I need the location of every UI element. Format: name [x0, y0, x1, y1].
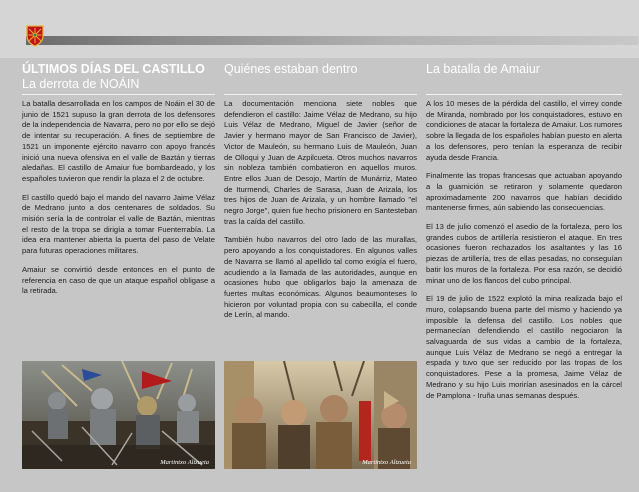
column-battle: [426, 62, 622, 401]
defenders-illustration: [224, 361, 417, 469]
paragraph: Amaiur se convirtió desde entonces en el punto de referencia en caso de que un ataque español obligase a la retirada.: [22, 264, 215, 296]
column-noain: [22, 62, 215, 297]
image-credit: Martintxo Altzueta: [160, 459, 209, 466]
image-credit: Martintxo Altzueta: [362, 459, 411, 466]
paragraph: El 19 de julio de 1522 explotó la mina realizada bajo el muro, colapsando buena parte del mismo y haciendo ya imposible la defensa del castillo. Los nobles que permanecían defendiendo el castillo negociaron la salvaguarda de sus vidas a cambio de la fortaleza, aunque Luis Vélaz de Medrano se negó a entregar la espada y tuvo que ser reducido por las tropas de los conquistadores. Pese a la promesa, Jaime Vélaz de Medrano y su hijo Luis morirían asesinados en la cárcel de Pamplona - Iruña unas semanas después.: [426, 294, 622, 400]
divider: [224, 94, 417, 95]
paragraph: También hubo navarros del otro lado de las murallas, pero apoyando a los conquistadores. En algunos valles de Navarra se llamó al apellido tal como exigía el fuero, acudiendo a la llamada de las autoridades, aunque en ocasiones hubo que obligarlos bajo la amenaza de fuertes multas económicas. Algunos beaumonteses lo hicieron por voluntad propia con su cabecilla, el conde de Lerín, al mando.: [224, 235, 417, 320]
paragraph: El 13 de julio comenzó el asedio de la fortaleza, pero los grandes cubos de artillería resistieron el ataque. En tres ocasiones fueron rechazados los asaltantes y las 16 piezas de artillería, tres de ellas pesadas, no conseguían batir los muros de la fortaleza. Por esa razón, se decidió minar uno de los flancos del cubo principal.: [426, 222, 622, 285]
divider: [426, 94, 622, 95]
paragraph: La documentación menciona siete nobles que defendieron el castillo: Jaime Vélaz de Medrano, su hijo Luis Vélaz de Medrano, Miguel de Javier (señor de Javier y hermano mayor de San Francisco de Javier), Victor de Mauleón, su hermano Luis de Mauleón, Juan de Olloqui y Juan de Azpilcueta. Otros muchos navarros sin nobleza también combatieron en aquellos muros. Entre ellos Juan de Desojo, Martín de Munárriz, Mateo de Iturmendi, Charles de Sarasa, Juan de Arizala, los tres hijos de Juan de Arizala, y un hombre llamado "el negro Jorge", quien fue hecho prisionero en Santesteban tras la caída del castillo.: [224, 99, 417, 226]
paragraph: El castillo quedó bajo el mando del navarro Jaime Vélaz de Medrano junto a dos centenares de soldados. Su misión sería la de controlar el valle de Baztán, mientras el resto de la tropa se dirigía a tomar Fuenterrabía. La idea era mantener abierta la puerta del paso de Velate para futuras operaciones militares.: [22, 192, 215, 256]
navarre-shield-icon: [26, 25, 44, 47]
paragraph: A los 10 meses de la pérdida del castillo, el virrey conde de Miranda, nombrado por los conquistadores, estuvo en condiciones de atacar la fortaleza de Amaiur. Los rumores sobre la llegada de los españoles habían puesto en alerta a los defensores, pero tenían la esperanza de recibir ayuda desde Francia.: [426, 99, 622, 162]
paragraph: Finalmente las tropas francesas que actuaban apoyando a la guarnición se retiraron y solamente quedaron aproximadamente 200 navarros que habían decidido mantenerse firmes, aún sabiendo las consecuencias.: [426, 171, 622, 213]
battle-illustration: [22, 361, 215, 469]
section-title: La batalla de Amaiur: [426, 62, 540, 76]
section-title: Quiénes estaban dentro: [224, 62, 358, 76]
section-subtitle: La derrota de NOÁIN: [22, 77, 140, 91]
divider: [22, 94, 215, 95]
paragraph: La batalla desarrollada en los campos de Noáin el 30 de junio de 1521 supuso la gran derrota de los defensores de la independencia de Navarra, pero no por ello se dejó de intentar su recuperación. A fines de septiembre de 1521 un imponente ejército navarro con apoyo francés inició una nueva ofensiva en el valle de Baztán y tierras aledañas. El castillo de Amaiur fue bombardeado, y los españoles tuvieron que rendir la plaza el 2 de octubre.: [22, 99, 215, 183]
section-title: ÚLTIMOS DÍAS DEL CASTILLO: [22, 62, 205, 76]
header-band: [0, 0, 639, 58]
column-defenders: [224, 62, 417, 321]
header-rule: [26, 36, 638, 45]
